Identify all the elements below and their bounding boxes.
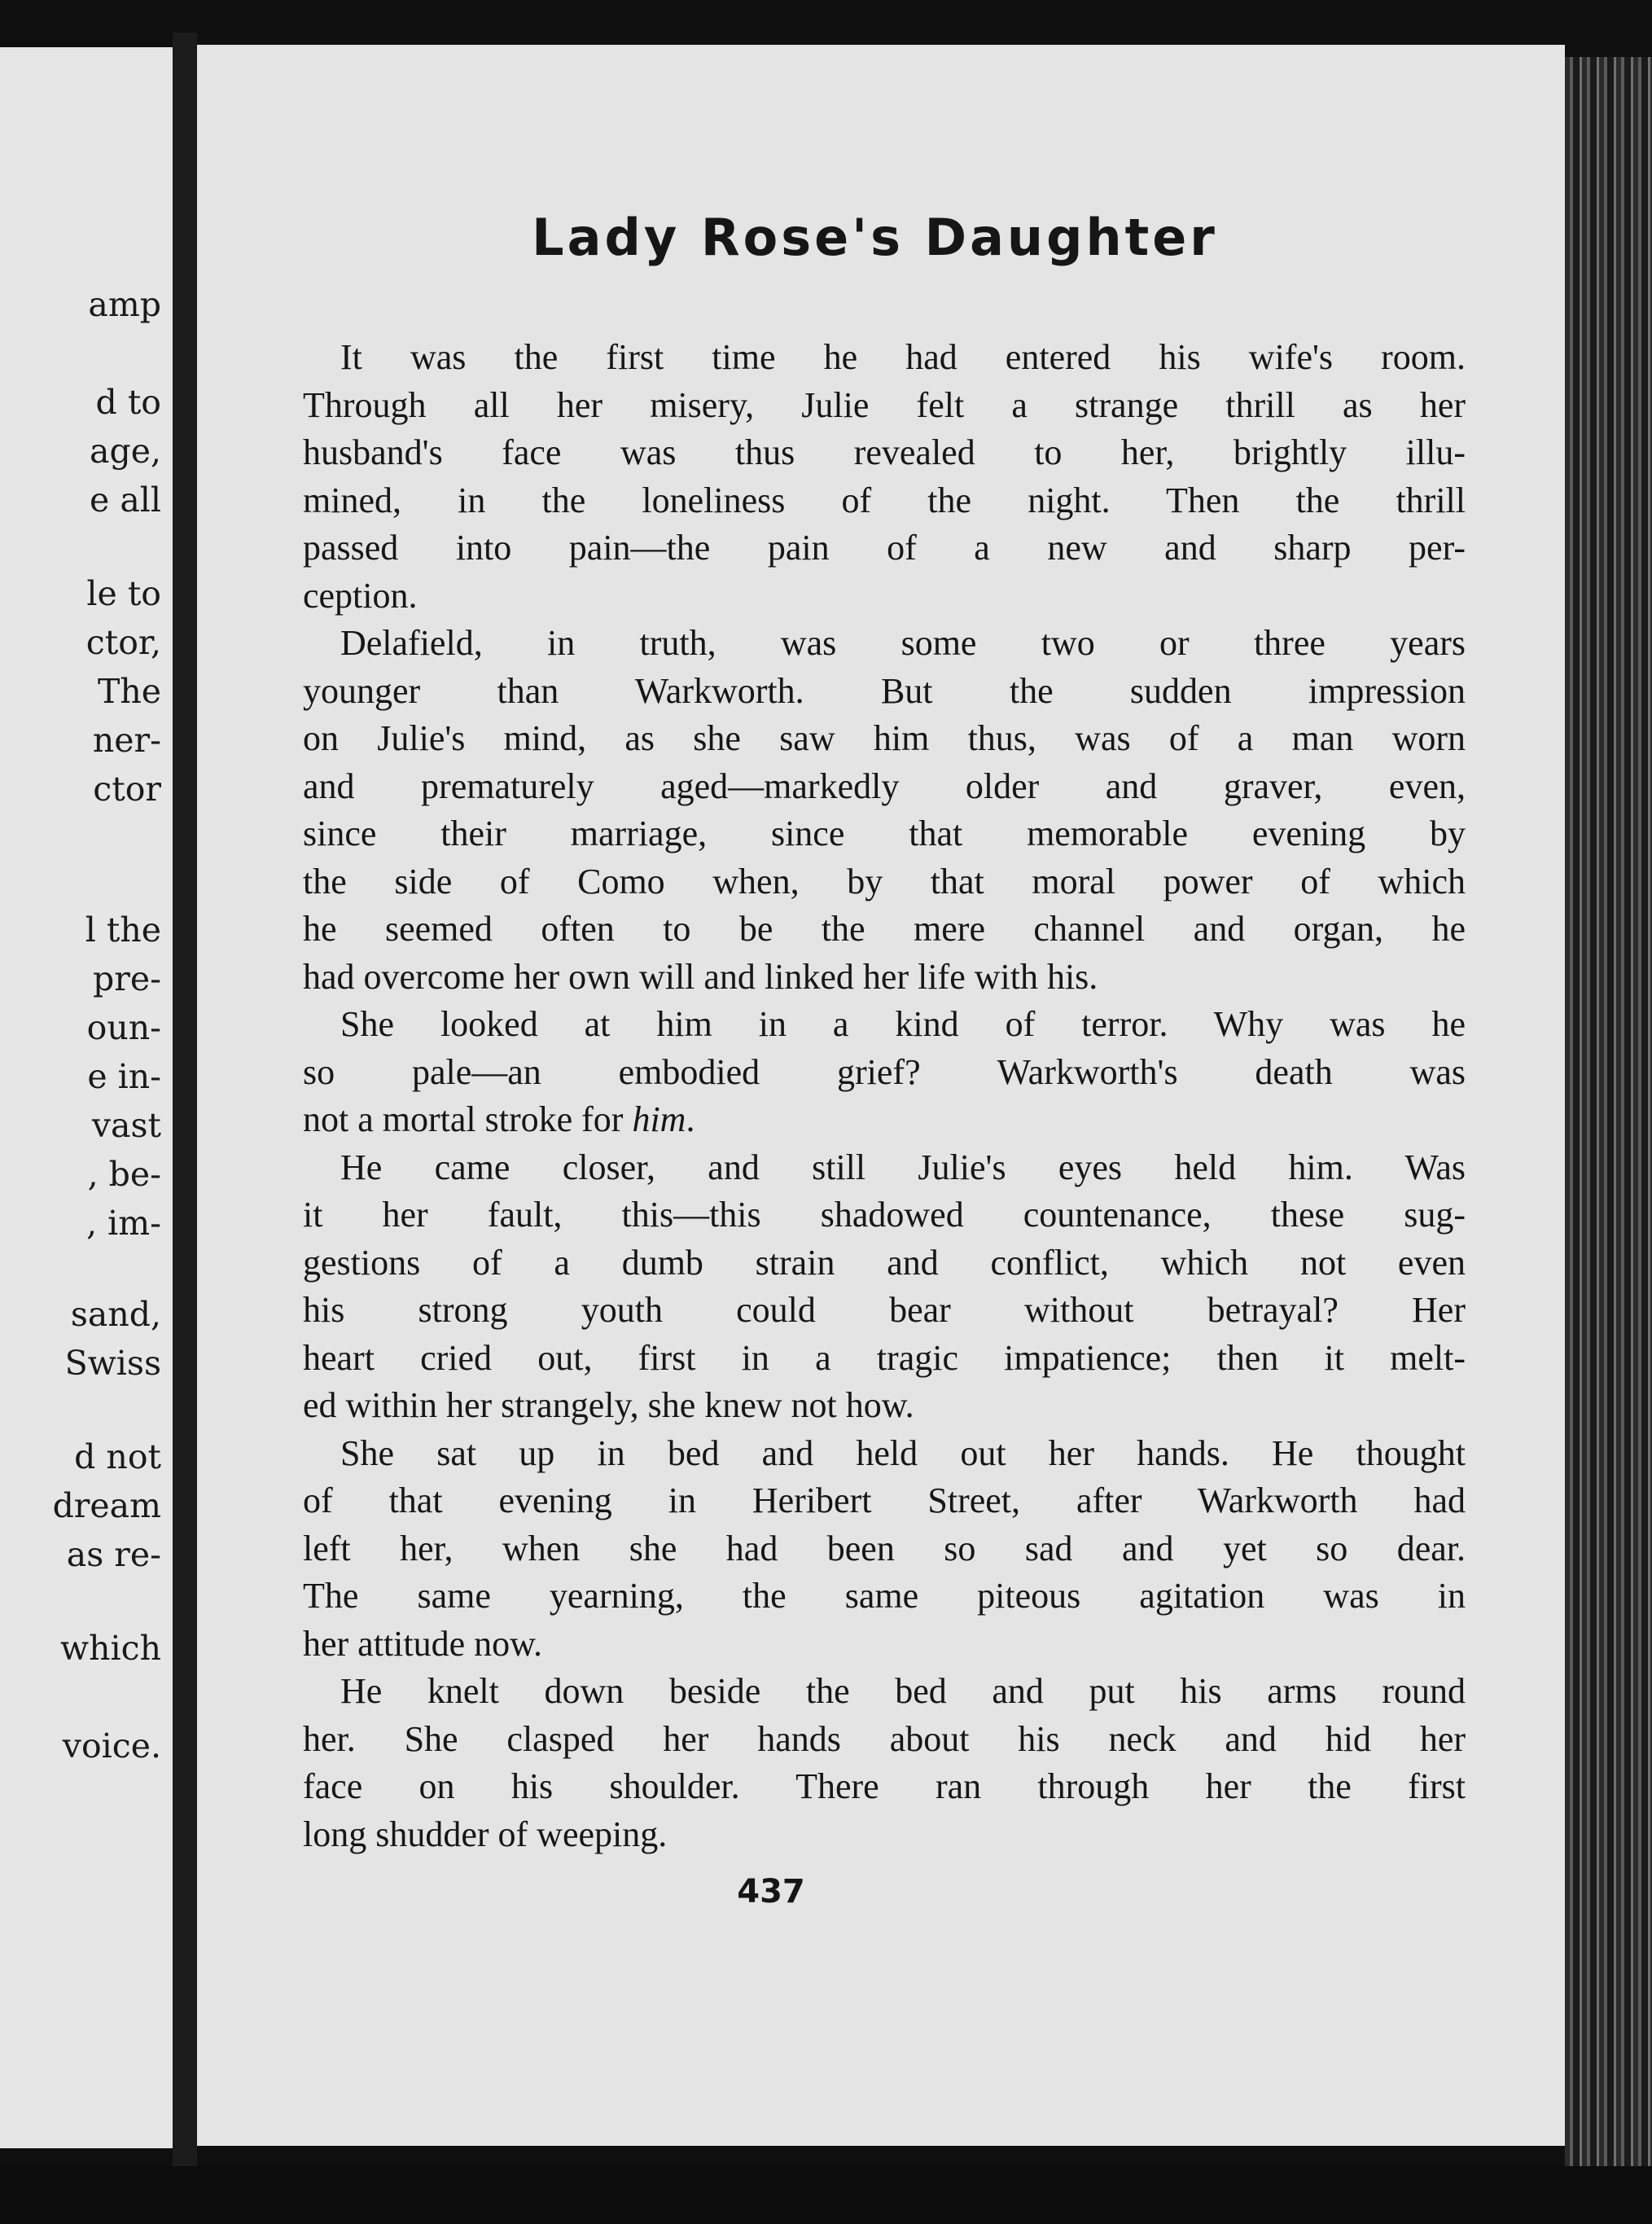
left-page-fragment: as re- xyxy=(66,1535,161,1574)
text-line: He knelt down beside the bed and put his arms round xyxy=(340,1671,1466,1711)
text-line: husband's face was thus revealed to her, brightly illu- xyxy=(303,432,1466,472)
left-page-fragment: e all xyxy=(90,480,161,520)
text-line: since their marriage, since that memorable evening by xyxy=(303,814,1466,853)
text-line: She looked at him in a kind of terror. Why was he xyxy=(340,1004,1466,1044)
left-page-fragment: amp xyxy=(88,285,161,324)
book-gutter xyxy=(173,33,197,2174)
text-line: had overcome her own will and linked her life with his. xyxy=(303,956,1098,997)
text-line: the side of Como when, by that moral power of which xyxy=(303,861,1466,901)
text-line: heart cried out, first in a tragic impatience; then it melt- xyxy=(303,1337,1466,1378)
text-line: She sat up in bed and held out her hands. He thought xyxy=(340,1432,1466,1473)
text-line: and prematurely aged—markedly older and graver, even, xyxy=(303,765,1466,806)
text-line: long shudder of weeping. xyxy=(303,1814,668,1854)
text-line: ed within her strangely, she knew not how. xyxy=(303,1385,914,1425)
left-page-fragment: d not xyxy=(74,1437,161,1476)
left-page-fragment: voice. xyxy=(62,1726,161,1766)
text-line: on Julie's mind, as she saw him thus, was of a man worn xyxy=(303,718,1466,758)
page-title: Lady Rose's Daughter xyxy=(532,208,1218,267)
text-line: younger than Warkworth. But the sudden impression xyxy=(303,670,1466,711)
text-line: Delafield, in truth, was some two or three years xyxy=(340,623,1466,663)
text-line: of that evening in Heribert Street, after Warkworth had xyxy=(303,1480,1466,1520)
text-line: The same yearning, the same piteous agitation was in xyxy=(303,1576,1466,1616)
book-edge xyxy=(1565,57,1652,2174)
left-page-fragment: , im- xyxy=(86,1204,161,1243)
left-page-fragment: The xyxy=(97,672,161,711)
text-line: not a mortal stroke for him. xyxy=(303,1099,695,1139)
left-page-fragment: ctor, xyxy=(85,623,161,662)
text-line: left her, when she had been so sad and yet so dear. xyxy=(303,1528,1466,1568)
text-line: It was the first time he had entered his wife's room. xyxy=(340,337,1466,377)
left-page-fragment: le to xyxy=(86,574,161,613)
text-line: He came closer, and still Julie's eyes held him. Was xyxy=(340,1147,1466,1187)
text-line: passed into pain—the pain of a new and sharp per- xyxy=(303,528,1466,568)
left-page-fragment: sand, xyxy=(70,1295,161,1334)
text-line: gestions of a dumb strain and conflict, which not even xyxy=(303,1242,1466,1283)
left-page-fragment: l the xyxy=(85,910,161,950)
text-line: so pale—an embodied grief? Warkworth's death was xyxy=(303,1051,1466,1092)
page-number: 437 xyxy=(737,1873,805,1910)
left-page-fragment: oun- xyxy=(86,1008,161,1047)
left-page-fragment: pre- xyxy=(93,959,161,998)
text-line: he seemed often to be the mere channel and organ, he xyxy=(303,909,1466,949)
emphasis: him xyxy=(632,1099,686,1139)
text-line: Through all her misery, Julie felt a strange thrill as her xyxy=(303,384,1466,425)
text-line: it her fault, this—this shadowed countenance, these sug- xyxy=(303,1195,1466,1235)
text-line: mined, in the loneliness of the night. Then the thrill xyxy=(303,480,1466,520)
main-page xyxy=(197,45,1565,2146)
left-page-fragment: e in- xyxy=(87,1057,161,1096)
left-page-fragment: dream xyxy=(52,1486,161,1525)
left-page-fragment: ner- xyxy=(92,721,161,760)
text-line: her attitude now. xyxy=(303,1623,543,1664)
scan-border xyxy=(0,2166,1652,2224)
left-page-fragment: age, xyxy=(90,432,161,471)
text-line: his strong youth could bear without betrayal? Her xyxy=(303,1290,1466,1330)
left-page-fragment: vast xyxy=(91,1106,161,1145)
left-page-fragment: Swiss xyxy=(64,1344,161,1383)
left-page-fragment: which xyxy=(60,1629,161,1668)
text-line: ception. xyxy=(303,575,418,616)
left-page-fragment: , be- xyxy=(87,1155,161,1194)
left-page-fragment: ctor xyxy=(93,770,161,809)
text-line: her. She clasped her hands about his neck and hid her xyxy=(303,1718,1466,1759)
text-line: face on his shoulder. There ran through her the first xyxy=(303,1766,1466,1806)
left-page-fragment: d to xyxy=(95,383,161,422)
body-text xyxy=(303,334,1466,1858)
left-facing-page xyxy=(0,47,173,2148)
